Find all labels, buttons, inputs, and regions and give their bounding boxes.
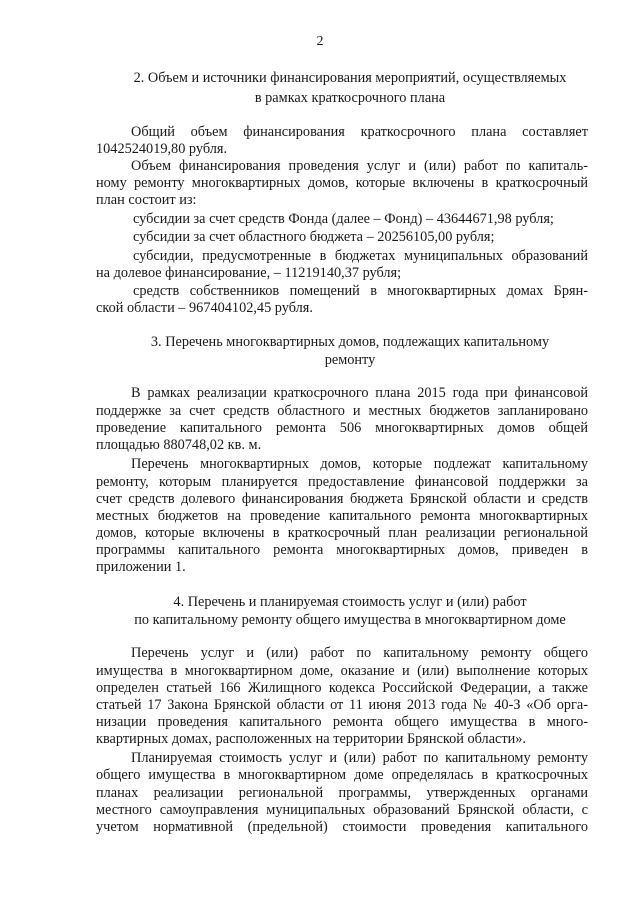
paragraph-line: субсидии за счет областного бюджета – 20256105,00 рубля; xyxy=(133,229,495,245)
paragraph-line: средств собственников помещений в многоквартирных домах Брян- xyxy=(133,283,588,299)
paragraph-line: приложении 1. xyxy=(96,559,186,575)
section-3-heading-line-2: ремонту xyxy=(324,352,376,368)
paragraph-line: квартирных домах, расположенных на территории Брянской области». xyxy=(96,731,527,747)
paragraph-line: Перечень услуг и (или) работ по капитальному ремонту общего xyxy=(131,645,588,661)
page-number: 2 xyxy=(316,34,324,49)
section-2-heading-line-2: в рамках краткосрочного плана xyxy=(254,90,446,106)
paragraph-line: субсидии, предусмотренные в бюджетах муниципальных образований xyxy=(133,248,588,264)
paragraph-line: 1042524019,80 рубля. xyxy=(96,141,228,157)
section-4-heading-line-1: 4. Перечень и планируемая стоимость услуг и (или) работ xyxy=(173,594,527,610)
paragraph-line: низации проведения капитального ремонта общего имущества в много- xyxy=(96,714,588,730)
section-2-heading-line-1: 2. Объем и источники финансирования мероприятий, осуществляемых xyxy=(133,70,567,86)
paragraph-line: Перечень многоквартирных домов, которые подлежат капитальному xyxy=(131,456,588,472)
paragraph-line: учетом нормативной (предельной) стоимости проведения капитального xyxy=(96,819,588,835)
paragraph-line: В рамках реализации краткосрочного плана 2015 года при финансовой xyxy=(131,385,588,401)
paragraph-line: площадью 880748,02 кв. м. xyxy=(96,437,262,453)
section-3-heading-line-1: 3. Перечень многоквартирных домов, подлежащих капитальному xyxy=(150,334,550,350)
paragraph-line: планах реализации региональной программы, утвержденных органами xyxy=(96,785,588,801)
paragraph-line: местного самоуправления муниципальных образований Брянской области, с xyxy=(96,802,588,818)
paragraph-line: Планируемая стоимость услуг и (или) работ по капитальному ремонту xyxy=(131,750,588,766)
paragraph-line: определен статьей 166 Жилищного кодекса Российской Федерации, а также xyxy=(96,680,588,696)
paragraph-line: общего имущества в многоквартирном доме определялась в краткосрочных xyxy=(96,767,588,783)
section-4-heading-line-2: по капитальному ремонту общего имущества в многоквартирном доме xyxy=(134,612,566,628)
paragraph-line: имущества в многоквартирном доме, оказание и (или) выполнение которых xyxy=(96,663,588,679)
paragraph-line: статьей 17 Закона Брянской области от 11 июня 2013 года № 40-З «Об орга- xyxy=(96,697,588,713)
paragraph-line: на долевое финансирование, – 11219140,37 рубля; xyxy=(96,265,402,281)
paragraph-line: счет средств долевого финансирования бюджета Брянской области и средств xyxy=(96,491,588,507)
paragraph-line: субсидии за счет средств Фонда (далее – Фонд) – 43644671,98 рубля; xyxy=(133,211,554,227)
paragraph-line: проведение капитального ремонта 506 многоквартирных домов общей xyxy=(96,420,588,436)
paragraph-line: ской области – 967404102,45 рубля. xyxy=(96,300,313,316)
paragraph-line: программы капитального ремонта многоквартирных домов, приведен в xyxy=(96,542,588,558)
paragraph-line: поддержке за счет средств областного и местных бюджетов запланировано xyxy=(96,403,588,419)
paragraph-line: домов, которые включены в краткосрочный план реализации региональной xyxy=(96,525,588,541)
paragraph-line: Объем финансирования проведения услуг и (или) работ по капиталь- xyxy=(131,158,588,174)
paragraph-line: план состоит из: xyxy=(96,192,197,208)
paragraph-line: Общий объем финансирования краткосрочного плана составляет xyxy=(131,124,588,140)
paragraph-line: местных бюджетов на проведение капитального ремонта многоквартирных xyxy=(96,508,588,524)
paragraph-line: ремонту, которым планируется предоставление финансовой поддержки за xyxy=(96,474,588,490)
paragraph-line: ному ремонту многоквартирных домов, которые включены в краткосрочный xyxy=(96,175,588,191)
